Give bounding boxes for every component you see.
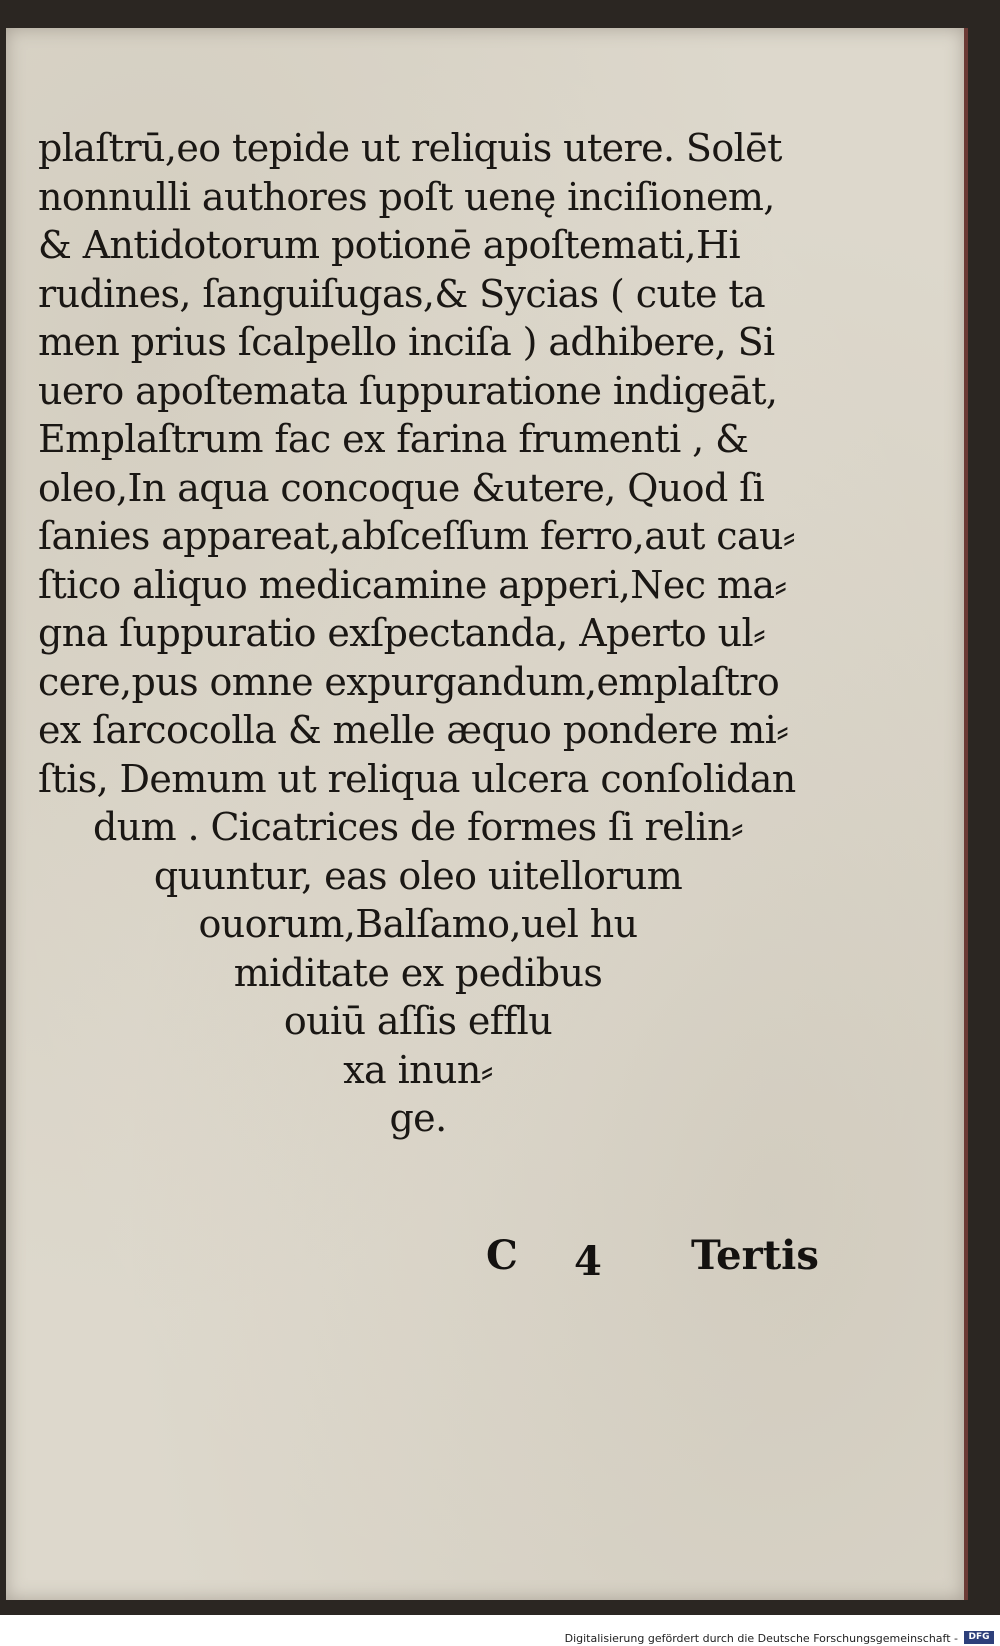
page-footer: [486, 1232, 826, 1292]
tapered-tail-lines: [38, 803, 798, 1143]
text-line: ſtis, Demum ut reliqua ulcera conſolidan: [38, 756, 796, 801]
digitization-credit: Digitalisierung gefördert durch die Deutsche Forschungsgemeinschaft -: [564, 1632, 958, 1645]
text-line: men prius ſcalpello inciſa ) adhibere, Si: [38, 320, 775, 364]
tail-line: ouorum,Balſamo,uel hu: [198, 902, 638, 946]
text-line: cere,pus omne expurgandum,emplaſtro: [38, 659, 780, 704]
text-line: ſanies appareat,abſceſſum ferro,aut cau⸗: [38, 514, 795, 558]
tail-line: ouiū aſſis efflu: [283, 999, 553, 1043]
signature-mark: C: [486, 1232, 518, 1279]
text-line: ex ſarcocolla & melle æquo pondere mi⸗: [38, 708, 789, 752]
folio-number: 4: [574, 1238, 602, 1285]
tail-line: quuntur, eas oleo uitellorum: [153, 853, 683, 898]
text-line: Emplaſtrum fac ex farina frumenti , &: [38, 417, 749, 461]
text-line: rudines, ſanguiſugas,& Sycias ( cute ta: [38, 271, 766, 316]
dfg-logo: DFG: [964, 1631, 994, 1644]
tail-line: xa inun⸗: [343, 1047, 493, 1092]
main-text-block: [38, 124, 798, 1143]
text-line: & Antidotorum potionē apoſtemati,Hi: [38, 223, 741, 267]
tail-line: ge.: [389, 1096, 447, 1140]
text-line: plaſtrū,eo tepide ut reliquis utere. Solēt: [38, 126, 782, 170]
text-line: ſtico aliquo medicamine apperi,Nec ma⸗: [38, 562, 787, 607]
text-line: uero apoſtemata ſuppuratione indigeāt,: [38, 368, 778, 413]
catchword: Tertis: [691, 1232, 819, 1279]
paper-page: [6, 28, 968, 1600]
tail-line: miditate ex pedibus: [233, 950, 603, 995]
text-line: nonnulli authores poſt uenę inciſionem,: [38, 174, 775, 219]
text-line: oleo,In aqua concoque &utere, Quod ſi: [38, 465, 765, 510]
tail-line: dum . Cicatrices de formes ſi relin⸗: [92, 805, 744, 849]
body-lines: [38, 124, 798, 803]
text-line: gna ſuppuratio exſpectanda, Aperto ul⸗: [38, 611, 766, 655]
